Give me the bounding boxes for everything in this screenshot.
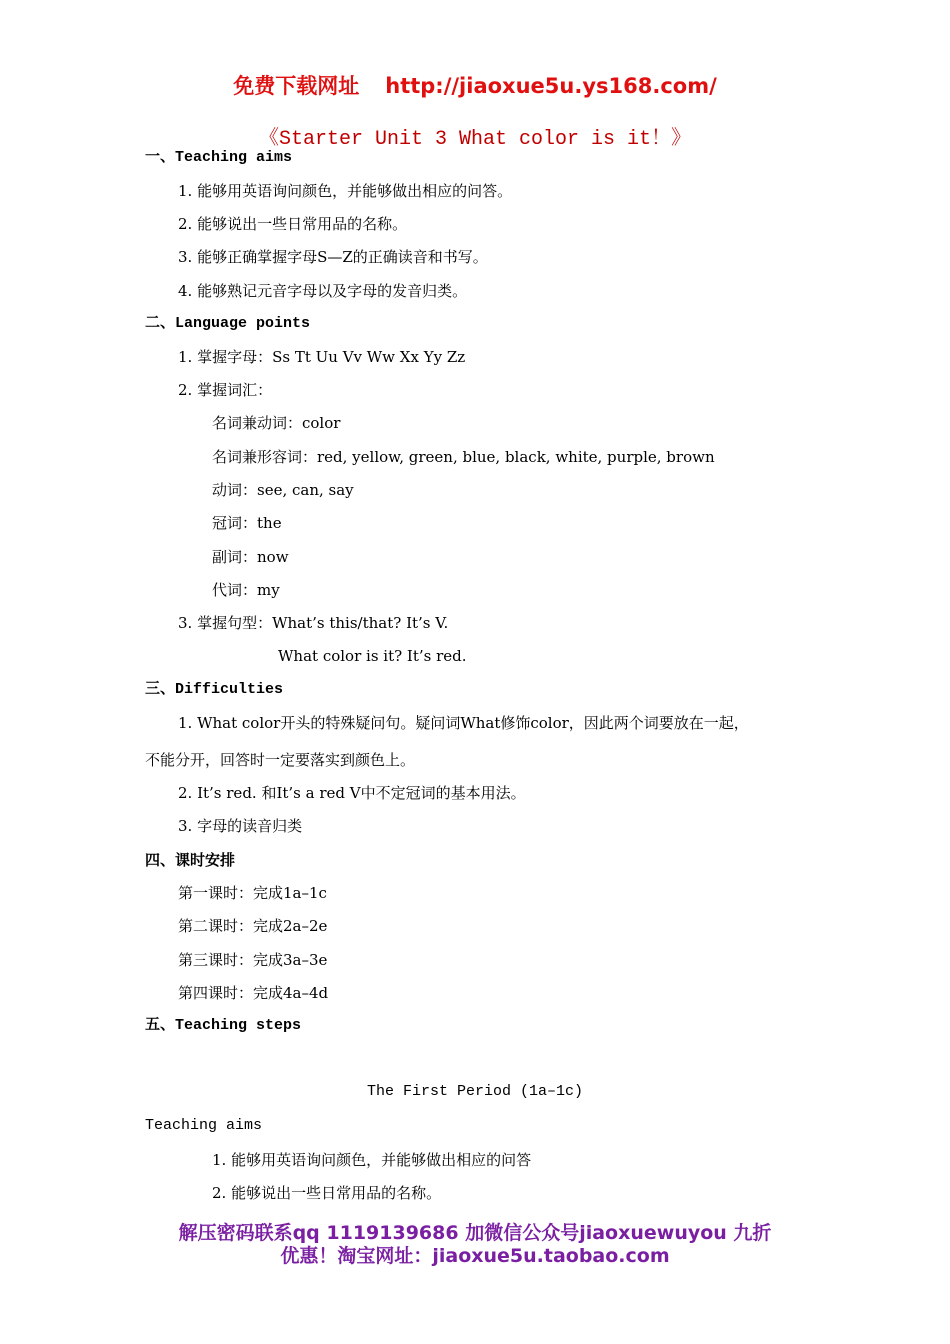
document-title: 《Starter Unit 3 What color is it！》 [258, 128, 692, 151]
footer-contact-line: 解压密码联系qq 1119139686 加微信公众号jiaoxuewuyou 九折 [178, 1222, 772, 1244]
vocab-item: 名词兼动词：color [212, 414, 341, 432]
vocab-item: 副词：now [212, 548, 289, 566]
sentence-pattern: What color is it? It’s red. [278, 647, 467, 665]
header-label: 免费下载网址 [233, 74, 360, 98]
schedule-item: 第一课时：完成1a–1c [178, 884, 327, 902]
difficulty-item: 1. What color开头的特殊疑问句。疑问词What修饰color，因此两个词要放在一起， [178, 714, 749, 732]
header-url-link[interactable]: http://jiaoxue5u.ys168.com/ [385, 74, 717, 98]
period-aim-item: 2. 能够说出一些日常用品的名称。 [212, 1184, 442, 1202]
difficulty-item-continued: 不能分开，回答时一定要落实到颜色上。 [145, 751, 416, 769]
period-aim-item: 1. 能够用英语询问颜色，并能够做出相应的问答 [212, 1151, 532, 1169]
list-item: 2. 掌握词汇： [178, 381, 273, 399]
schedule-item: 第四课时：完成4a–4d [178, 984, 329, 1002]
vocab-item: 冠词：the [212, 514, 282, 532]
list-item: 4. 能够熟记元音字母以及字母的发音归类。 [178, 282, 468, 300]
vocab-item: 名词兼形容词：red, yellow, green, blue, black, white, purple, brown [212, 448, 715, 466]
schedule-item: 第二课时：完成2a–2e [178, 917, 328, 935]
section-heading-difficulties: 三、Difficulties [145, 681, 284, 698]
list-item: 1. 掌握字母：Ss Tt Uu Vv Ww Xx Yy Zz [178, 348, 466, 366]
section-heading-teaching-steps: 五、Teaching steps [145, 1017, 302, 1034]
difficulty-item: 2. It’s red. 和It’s a red V中不定冠词的基本用法。 [178, 784, 526, 802]
difficulty-item: 3. 字母的读音归类 [178, 817, 303, 835]
download-header [0, 70, 950, 100]
list-item: 3. 能够正确掌握字母S—Z的正确读音和书写。 [178, 248, 488, 266]
period-aims-heading: Teaching aims [145, 1117, 263, 1134]
sentence-pattern: 3. 掌握句型：What’s this/that? It’s V. [178, 614, 449, 632]
list-item: 2. 能够说出一些日常用品的名称。 [178, 215, 408, 233]
period-title: The First Period (1a–1c) [366, 1083, 584, 1100]
schedule-item: 第三课时：完成3a–3e [178, 951, 328, 969]
footer-shop-line: 优惠！淘宝网址：jiaoxue5u.taobao.com [280, 1245, 670, 1267]
vocab-item: 代词：my [212, 581, 280, 599]
section-heading-schedule: 四、课时安排 [145, 851, 236, 869]
section-heading-language-points: 二、Language points [145, 315, 311, 332]
list-item: 1. 能够用英语询问颜色，并能够做出相应的问答。 [178, 182, 513, 200]
section-heading-teaching-aims: 一、Teaching aims [145, 149, 293, 166]
vocab-item: 动词：see, can, say [212, 481, 354, 499]
